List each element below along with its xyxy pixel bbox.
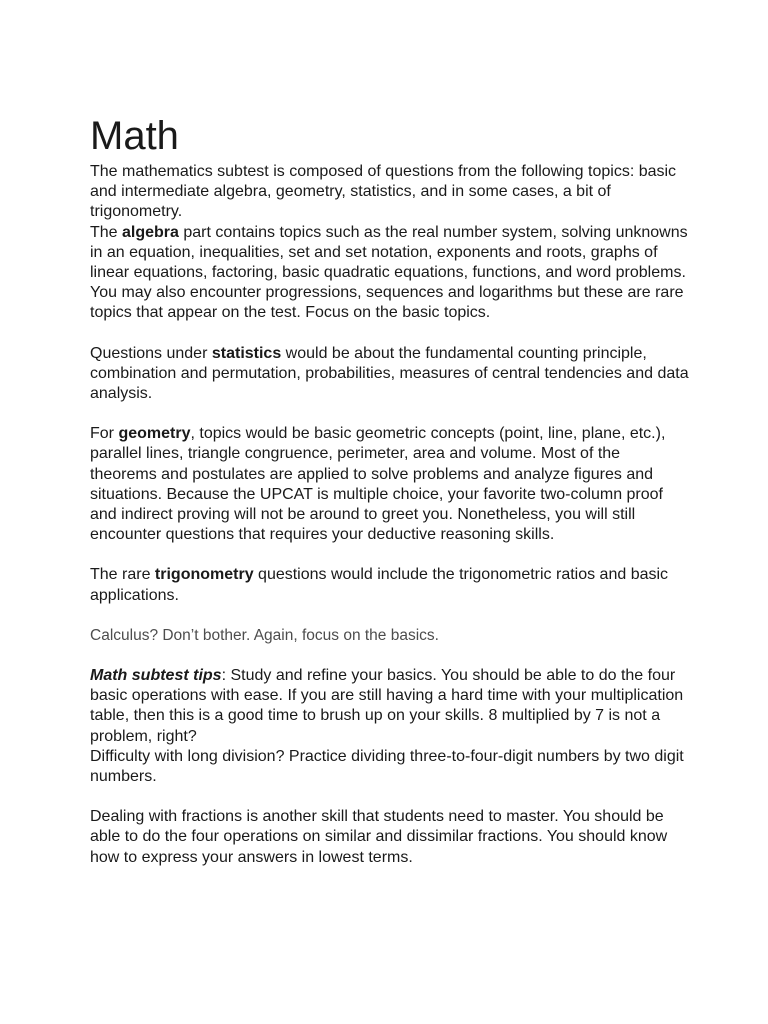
tips-term: Math subtest tips bbox=[90, 667, 222, 685]
tips-text: : Study and refine your basics. You should be able to do the four basic operations with ease. If you are still having a hard time with your multiplication table, then this is a good time to brush up on your skills. 8 multiplied by 7 is not a problem, right? bbox=[90, 667, 684, 745]
spacer bbox=[90, 787, 690, 807]
spacer bbox=[90, 545, 690, 565]
trigonometry-text: questions would include the trigonometric ratios and basic applications. bbox=[90, 566, 669, 604]
trigonometry-pre: The rare bbox=[90, 566, 155, 584]
tips-paragraph bbox=[90, 666, 690, 747]
geometry-text: , topics would be basic geometric concepts (point, line, plane, etc.), parallel lines, triangle congruence, perimeter, area and volume. Most of the theorems and postulates are applied to solve problems and analyze figures and situations. Because the UPCAT is multiple choice, your favorite two-column proof and indirect proving will not be around to greet you. Nonetheless, you will still encounter questions that requires your deductive reasoning skills. bbox=[90, 425, 666, 544]
algebra-paragraph bbox=[90, 223, 690, 324]
geometry-term: geometry bbox=[118, 425, 191, 443]
division-paragraph: Difficulty with long division? Practice dividing three-to-four-digit numbers by two digit numbers. bbox=[90, 747, 684, 786]
trigonometry-term: trigonometry bbox=[154, 566, 254, 584]
spacer bbox=[90, 324, 690, 344]
statistics-text: would be about the fundamental counting principle, combination and permutation, probabilities, measures of central tendencies and data analysis. bbox=[90, 344, 689, 403]
fractions-paragraph: Dealing with fractions is another skill that students need to master. You should be able to do the four operations on similar and dissimilar fractions. You should know how to express your answers in lowest terms. bbox=[90, 808, 668, 866]
trigonometry-paragraph bbox=[90, 565, 690, 605]
statistics-term: statistics bbox=[211, 344, 282, 362]
geometry-paragraph bbox=[90, 424, 690, 545]
statistics-pre: Questions under bbox=[90, 344, 212, 362]
algebra-text: part contains topics such as the real number system, solving unknowns in an equation, inequalities, set and set notation, exponents and roots, graphs of linear equations, factoring, basic quadratic equations, functions, and word problems. You may also encounter progressions, sequences and logarithms but these are rare topics that appear on the test. Focus on the basic topics. bbox=[90, 223, 688, 322]
statistics-paragraph bbox=[90, 344, 690, 405]
spacer bbox=[90, 404, 690, 424]
spacer bbox=[90, 606, 690, 626]
algebra-term: algebra bbox=[122, 223, 179, 241]
calculus-note: Calculus? Don’t bother. Again, focus on the basics. bbox=[90, 626, 439, 644]
geometry-pre: For bbox=[90, 425, 119, 443]
algebra-pre: The bbox=[90, 223, 123, 241]
intro-paragraph: The mathematics subtest is composed of questions from the following topics: basic and intermediate algebra, geometry, statistics, and in some cases, a bit of trigonometry. bbox=[90, 163, 677, 221]
document-body bbox=[90, 112, 690, 868]
page-title: Math bbox=[90, 114, 179, 158]
spacer bbox=[90, 646, 690, 666]
